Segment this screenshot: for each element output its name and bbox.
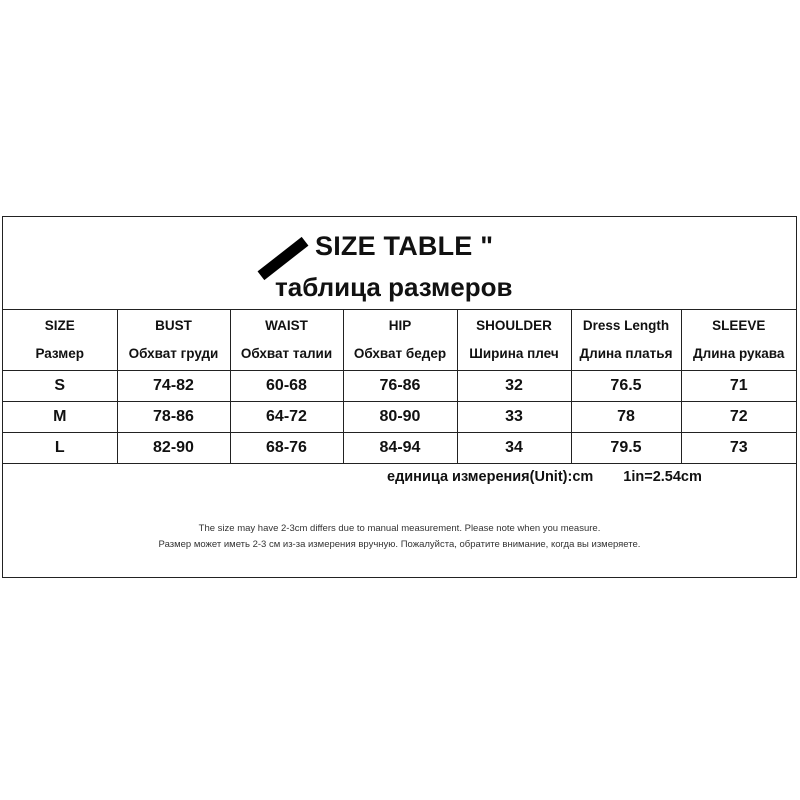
cell-shoulder: 32: [457, 371, 571, 402]
header-dress-length: Dress Length Длина платья: [571, 310, 681, 371]
cell-size: M: [3, 402, 117, 433]
cell-size: L: [3, 433, 117, 464]
disclaimer-russian: Размер может иметь 2-3 см из-за измерения вручную. Пожалуйста, обратите внимание, когда вы измеряете.: [158, 539, 641, 550]
cell-bust: 74-82: [117, 371, 230, 402]
cell-sleeve: 71: [681, 371, 796, 402]
title-english: SIZE TABLE ": [315, 231, 494, 261]
header-size: SIZE Размер: [3, 310, 117, 371]
unit-note: [387, 469, 702, 485]
cell-dress-length: 76.5: [571, 371, 681, 402]
cell-dress-length: 78: [571, 402, 681, 433]
cell-bust: 78-86: [117, 402, 230, 433]
table-row: [3, 402, 796, 433]
cell-sleeve: 73: [681, 433, 796, 464]
unit-label: единица измерения(Unit):cm: [387, 469, 594, 485]
table-row: [3, 371, 796, 402]
cell-hip: 80-90: [343, 402, 457, 433]
header-bust: BUST Обхват груди: [117, 310, 230, 371]
cell-size: S: [3, 371, 117, 402]
header-shoulder: SHOULDER Ширина плеч: [457, 310, 571, 371]
header-waist: WAIST Обхват талии: [230, 310, 343, 371]
cell-shoulder: 34: [457, 433, 571, 464]
disclaimer-english: The size may have 2-3cm differs due to manual measurement. Please note when you measure.: [198, 523, 601, 534]
cell-waist: 60-68: [230, 371, 343, 402]
cell-waist: 64-72: [230, 402, 343, 433]
cell-waist: 68-76: [230, 433, 343, 464]
size-chart-frame: [2, 216, 797, 578]
header-sleeve: SLEEVE Длина рукава: [681, 310, 796, 371]
cell-hip: 84-94: [343, 433, 457, 464]
table-header-row: [3, 310, 796, 371]
header-hip: HIP Обхват бедер: [343, 310, 457, 371]
table-row: [3, 433, 796, 464]
cell-shoulder: 33: [457, 402, 571, 433]
cell-sleeve: 72: [681, 402, 796, 433]
size-table: [3, 309, 796, 464]
cell-bust: 82-90: [117, 433, 230, 464]
title-russian: таблица размеров: [275, 272, 513, 302]
cell-dress-length: 79.5: [571, 433, 681, 464]
title-area: [3, 217, 796, 309]
cell-hip: 76-86: [343, 371, 457, 402]
inch-conversion: 1in=2.54cm: [623, 469, 702, 485]
